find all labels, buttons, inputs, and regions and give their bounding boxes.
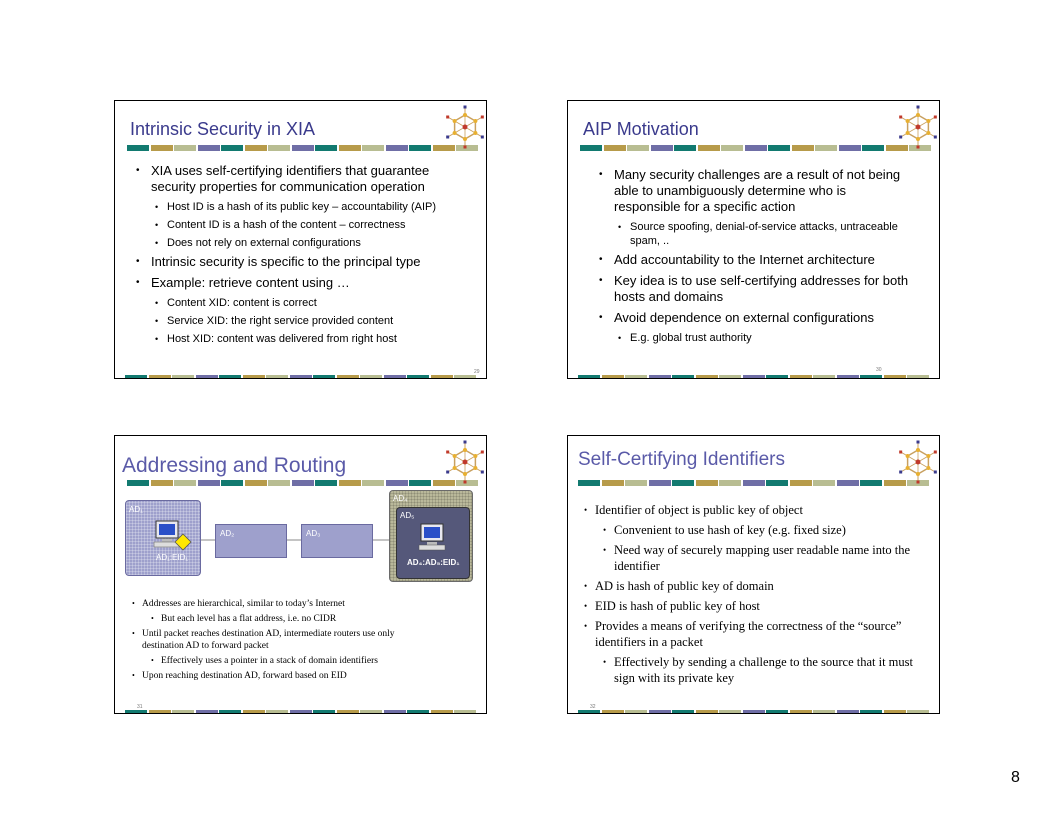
list-item: • Key idea is to use self-certifying addresses for both hosts and domains	[594, 273, 914, 305]
stripe-segment	[243, 375, 265, 378]
stripe-segment	[127, 145, 149, 151]
stripe-segment	[384, 710, 406, 713]
list-item: • AD is hash of public key of domain	[568, 578, 933, 594]
stripe-segment	[674, 145, 696, 151]
ad-label: AD₄	[393, 494, 408, 503]
list-item: • Example: retrieve content using …	[131, 275, 476, 291]
stripe-segment	[766, 480, 788, 486]
stripe-segment	[604, 145, 626, 151]
title-stripe	[580, 145, 933, 151]
stripe-segment	[407, 710, 429, 713]
stripe-segment	[745, 145, 767, 151]
stripe-segment	[813, 375, 835, 378]
bullet-list	[115, 598, 480, 685]
stripe-segment	[386, 480, 408, 486]
list-item: • E.g. global trust authority	[594, 331, 914, 345]
domain-ad3	[301, 524, 373, 558]
stripe-segment	[149, 710, 171, 713]
list-item: • Avoid dependence on external configurations	[594, 310, 914, 326]
network-logo-icon	[896, 440, 940, 484]
slide-title: AIP Motivation	[583, 119, 699, 139]
stripe-segment	[362, 145, 384, 151]
stripe-segment	[174, 480, 196, 486]
stripe-segment	[790, 375, 812, 378]
stripe-segment	[649, 710, 671, 713]
list-item: • Content XID: content is correct	[131, 296, 476, 310]
list-item: • Many security challenges are a result of not being able to unambiguously determine who is responsible for a specific action	[594, 167, 914, 215]
list-item: • XIA uses self-certifying identifiers that guarantee security properties for communication operation	[131, 163, 476, 195]
bottom-stripe	[125, 710, 478, 713]
stripe-segment	[172, 375, 194, 378]
stripe-segment	[884, 375, 906, 378]
network-logo-icon	[443, 105, 487, 149]
stripe-segment	[696, 710, 718, 713]
bottom-stripe	[578, 710, 931, 713]
stripe-segment	[884, 710, 906, 713]
stripe-segment	[625, 710, 647, 713]
ad-label: AD₂	[220, 529, 235, 538]
stripe-segment	[431, 375, 453, 378]
stripe-segment	[454, 375, 476, 378]
stripe-segment	[578, 710, 600, 713]
stripe-segment	[407, 375, 429, 378]
bottom-stripe	[578, 375, 931, 378]
stripe-segment	[719, 480, 741, 486]
stripe-segment	[719, 375, 741, 378]
slide-title: Self-Certifying Identifiers	[578, 449, 785, 470]
stripe-segment	[698, 145, 720, 151]
list-item: • Source spoofing, denial-of-service attacks, untraceable spam, ..	[594, 220, 914, 248]
stripe-segment	[292, 145, 314, 151]
stripe-segment	[815, 145, 837, 151]
stripe-segment	[743, 480, 765, 486]
router-diamond-icon	[174, 533, 192, 551]
stripe-segment	[266, 710, 288, 713]
stripe-segment	[907, 710, 929, 713]
stripe-segment	[813, 710, 835, 713]
stripe-segment	[672, 710, 694, 713]
list-item: • Effectively by sending a challenge to the source that it must sign with its private key	[568, 654, 933, 686]
stripe-segment	[649, 375, 671, 378]
domain-ad5	[396, 507, 470, 579]
slide-number: 32	[590, 704, 596, 710]
slide-title: Addressing and Routing	[122, 454, 347, 477]
bottom-stripe	[125, 375, 478, 378]
stripe-segment	[245, 145, 267, 151]
stripe-segment	[337, 710, 359, 713]
list-item: • Service XID: the right service provided content	[131, 314, 476, 328]
list-item: • Need way of securely mapping user readable name into the identifier	[568, 542, 933, 574]
stripe-segment	[409, 145, 431, 151]
stripe-segment	[602, 480, 624, 486]
stripe-segment	[602, 710, 624, 713]
stripe-segment	[625, 375, 647, 378]
stripe-segment	[766, 375, 788, 378]
page-number: 8	[1011, 769, 1020, 786]
stripe-segment	[907, 375, 929, 378]
stripe-segment	[768, 145, 790, 151]
bullet-list	[131, 163, 476, 350]
stripe-segment	[292, 480, 314, 486]
ad-label: AD₃	[306, 529, 321, 538]
stripe-segment	[360, 375, 382, 378]
stripe-segment	[268, 145, 290, 151]
network-logo-icon	[896, 105, 940, 149]
stripe-segment	[127, 480, 149, 486]
stripe-segment	[625, 480, 647, 486]
stripe-segment	[245, 480, 267, 486]
stripe-segment	[151, 480, 173, 486]
stripe-segment	[362, 480, 384, 486]
bullet-list	[568, 502, 933, 690]
stripe-segment	[860, 375, 882, 378]
stripe-segment	[766, 710, 788, 713]
list-item: • But each level has a flat address, i.e. no CIDR	[115, 613, 480, 625]
computer-icon	[417, 522, 451, 552]
stripe-segment	[649, 480, 671, 486]
stripe-segment	[743, 710, 765, 713]
stripe-segment	[580, 145, 602, 151]
stripe-segment	[454, 710, 476, 713]
stripe-segment	[290, 375, 312, 378]
stripe-segment	[315, 145, 337, 151]
slide-30	[567, 100, 940, 379]
stripe-segment	[672, 375, 694, 378]
stripe-segment	[290, 710, 312, 713]
stripe-segment	[837, 710, 859, 713]
stripe-segment	[266, 375, 288, 378]
list-item: • Upon reaching destination AD, forward based on EID	[115, 670, 480, 682]
stripe-segment	[790, 480, 812, 486]
list-item: • EID is hash of public key of host	[568, 598, 933, 614]
list-item: • Intrinsic security is specific to the principal type	[131, 254, 476, 270]
stripe-segment	[721, 145, 743, 151]
stripe-segment	[125, 710, 147, 713]
stripe-segment	[174, 145, 196, 151]
stripe-segment	[409, 480, 431, 486]
list-item: • Host ID is a hash of its public key – accountability (AIP)	[131, 200, 476, 214]
stripe-segment	[384, 375, 406, 378]
stripe-segment	[719, 710, 741, 713]
list-item: • Host XID: content was delivered from right host	[131, 332, 476, 346]
stripe-segment	[792, 145, 814, 151]
stripe-segment	[219, 375, 241, 378]
ad-address: AD₄:AD₅:EID₁	[407, 558, 460, 567]
slide-title: Intrinsic Security in XIA	[130, 119, 316, 139]
stripe-segment	[268, 480, 290, 486]
stripe-segment	[813, 480, 835, 486]
stripe-segment	[790, 710, 812, 713]
list-item: • Until packet reaches destination AD, intermediate routers use only destination AD to forward packet	[115, 628, 480, 652]
slide-number: 31	[137, 704, 143, 710]
stripe-segment	[313, 710, 335, 713]
title-stripe	[127, 480, 480, 486]
bullet-list	[594, 167, 914, 349]
slide-32	[567, 435, 940, 714]
list-item: • Effectively uses a pointer in a stack of domain identifiers	[115, 655, 480, 667]
stripe-segment	[360, 710, 382, 713]
ad-label: AD₁	[129, 505, 143, 514]
stripe-segment	[125, 375, 147, 378]
slide-29	[114, 100, 487, 379]
stripe-segment	[386, 145, 408, 151]
stripe-segment	[315, 480, 337, 486]
stripe-segment	[198, 145, 220, 151]
list-item: • Identifier of object is public key of object	[568, 502, 933, 518]
stripe-segment	[196, 710, 218, 713]
stripe-segment	[196, 375, 218, 378]
domain-ad2	[215, 524, 287, 558]
stripe-segment	[837, 375, 859, 378]
stripe-segment	[243, 710, 265, 713]
stripe-segment	[313, 375, 335, 378]
ad-address: AD₁:EID₁	[156, 553, 189, 562]
stripe-segment	[339, 480, 361, 486]
domain-ad1	[125, 500, 201, 576]
stripe-segment	[198, 480, 220, 486]
list-item: • Add accountability to the Internet architecture	[594, 252, 914, 268]
stripe-segment	[578, 480, 600, 486]
stripe-segment	[743, 375, 765, 378]
list-item: • Addresses are hierarchical, similar to today’s Internet	[115, 598, 480, 610]
stripe-segment	[602, 375, 624, 378]
stripe-segment	[862, 145, 884, 151]
stripe-segment	[149, 375, 171, 378]
list-item: • Does not rely on external configurations	[131, 236, 476, 250]
network-logo-icon	[443, 440, 487, 484]
domain-ad4	[389, 490, 473, 582]
list-item: • Convenient to use hash of key (e.g. fixed size)	[568, 522, 933, 538]
stripe-segment	[839, 145, 861, 151]
stripe-segment	[627, 145, 649, 151]
addressing-diagram	[115, 488, 487, 588]
stripe-segment	[672, 480, 694, 486]
stripe-segment	[221, 145, 243, 151]
stripe-segment	[696, 375, 718, 378]
stripe-segment	[651, 145, 673, 151]
stripe-segment	[578, 375, 600, 378]
list-item: • Provides a means of verifying the correctness of the “source” identifiers in a packet	[568, 618, 933, 650]
list-item: • Content ID is a hash of the content – correctness	[131, 218, 476, 232]
stripe-segment	[431, 710, 453, 713]
stripe-segment	[221, 480, 243, 486]
stripe-segment	[860, 480, 882, 486]
stripe-segment	[339, 145, 361, 151]
slide-number: 29	[474, 369, 480, 375]
stripe-segment	[337, 375, 359, 378]
stripe-segment	[151, 145, 173, 151]
title-stripe	[127, 145, 480, 151]
stripe-segment	[860, 710, 882, 713]
slide-number: 30	[876, 367, 882, 373]
slide-31	[114, 435, 487, 714]
ad-label: AD₅	[400, 511, 415, 520]
stripe-segment	[172, 710, 194, 713]
stripe-segment	[219, 710, 241, 713]
stripe-segment	[696, 480, 718, 486]
title-stripe	[578, 480, 931, 486]
stripe-segment	[837, 480, 859, 486]
